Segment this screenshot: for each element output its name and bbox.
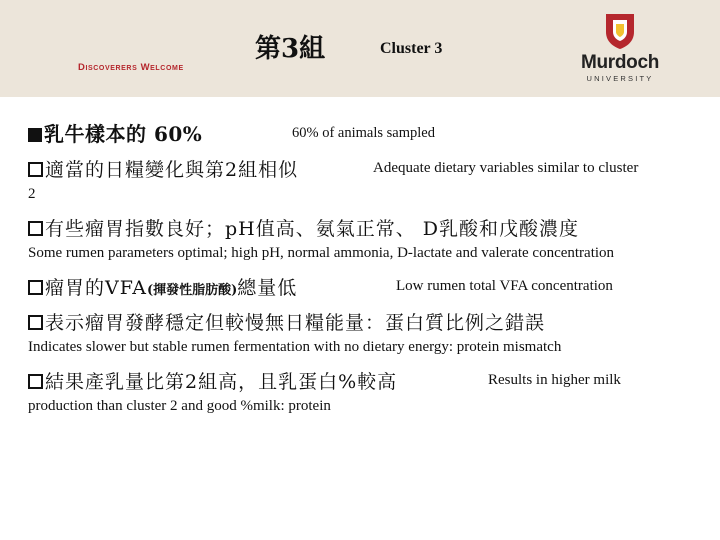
item-en: 60% of animals sampled [292, 125, 435, 141]
list-item [28, 155, 698, 206]
hollow-square-bullet-icon [28, 162, 43, 177]
bullet-list [28, 118, 698, 426]
list-item [28, 367, 698, 418]
list-item [28, 273, 698, 300]
tagline: Discoverers Welcome [78, 62, 184, 73]
item-zh-note: (揮發性脂肪酸) [146, 283, 238, 298]
item-zh: 結果產乳量比第2組高，且乳蛋白%較高 [45, 371, 398, 393]
item-en: Some rumen parameters optimal; high pH, normal ammonia, D-lactate and valerate concentration [28, 245, 615, 261]
item-zh: 瘤胃的VFA [45, 277, 147, 299]
list-item [28, 214, 698, 265]
list-item [28, 308, 698, 359]
murdoch-logo [570, 12, 670, 84]
slide-title: 第3組 [255, 34, 326, 64]
item-en: Adequate dietary variables similar to cluster [373, 160, 639, 176]
item-zh-tail: 總量低 [237, 277, 298, 299]
item-en-continued: production than cluster 2 and good %milk: protein [28, 398, 331, 414]
hollow-square-bullet-icon [28, 374, 43, 389]
slide-header [0, 0, 720, 97]
logo-name: Murdoch [580, 52, 660, 73]
item-zh: 有些瘤胃指數良好；pH值高、氨氣正常、 D乳酸和戊酸濃度 [45, 218, 580, 240]
crest-icon [604, 12, 636, 50]
item-zh: 適當的日糧變化與第2組相似 [45, 159, 299, 181]
list-item [28, 118, 698, 147]
hollow-square-bullet-icon [28, 280, 43, 295]
hollow-square-bullet-icon [28, 221, 43, 236]
logo-subtitle: UNIVERSITY [586, 74, 654, 83]
item-en: Low rumen total VFA concentration [396, 278, 613, 294]
item-zh: 表示瘤胃發酵穩定但較慢無日糧能量：蛋白質比例之錯誤 [45, 312, 546, 334]
item-en-continued: 2 [28, 186, 36, 202]
item-zh: 乳牛樣本的 60% [44, 122, 203, 146]
solid-square-bullet-icon [28, 128, 42, 142]
item-en: Results in higher milk [488, 372, 621, 388]
hollow-square-bullet-icon [28, 315, 43, 330]
slide-subtitle: Cluster 3 [380, 40, 443, 57]
item-en: Indicates slower but stable rumen fermentation with no dietary energy: protein mismatch [28, 339, 562, 355]
